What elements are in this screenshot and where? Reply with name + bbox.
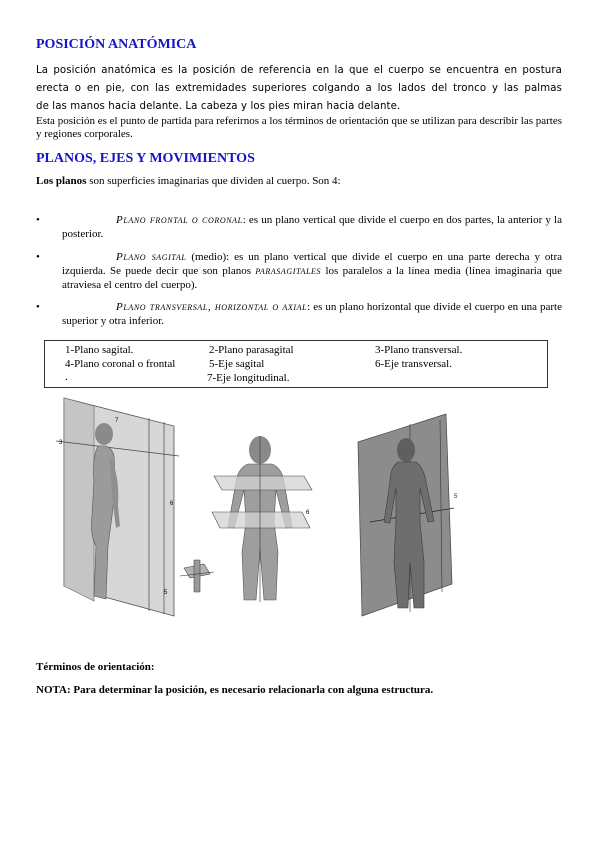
intro-line-3: de las manos hacia delante. La cabeza y los pies miran hacia delante.: [36, 101, 401, 112]
term-parasagitales: parasagitales: [255, 265, 322, 277]
bullet-dot: •: [36, 301, 40, 313]
legend-plano-coronal: 4-Plano coronal o frontal: [65, 358, 176, 370]
figure-label: 6: [306, 510, 310, 516]
figure-label: 5: [164, 590, 168, 596]
intro-line-2: erecta o en pie, con las extremidades superiores colgando a los lados del tronco y las palmas: [36, 83, 562, 94]
terminos-heading: Términos de orientación:: [36, 661, 155, 673]
figure-frontal-view: [208, 432, 318, 604]
bullet-item-sagital: [62, 250, 562, 292]
term-plano-sagital: Plano sagital: [116, 251, 187, 263]
figure-lateral-view: [54, 396, 184, 618]
term-plano-frontal: Plano frontal o coronal: [116, 214, 243, 226]
planos-rest: son superficies imaginarias que dividen al cuerpo. Son 4:: [86, 175, 341, 187]
figure-label: 3: [59, 440, 63, 446]
figure-label: 6: [170, 501, 174, 507]
legend-eje-longitudinal: 7-Eje longitudinal.: [207, 372, 290, 384]
term-plano-transversal: Plano transversal, horizontal o axial: [116, 301, 308, 313]
bullet-text-a: (medio): es un plano vertical que divide el cuerpo en una parte derecha y otra izquierda. Se puede decir que son planos: [62, 251, 562, 277]
legend-plano-parasagital: 2-Plano parasagital: [209, 344, 294, 356]
bullet-text-b: los paralelos a la línea media (línea imaginaria que atraviesa el centro del cuerpo).: [62, 265, 562, 291]
legend-plano-transversal: 3-Plano transversal.: [375, 344, 463, 356]
bullet-item-frontal: [62, 213, 562, 241]
bullet-text: : es un plano vertical que divide el cuerpo en dos partes, la anterior y la posterior.: [62, 214, 562, 240]
figure-label: 7: [115, 418, 119, 424]
legend-dot: .: [65, 371, 68, 383]
figure-oblique-view: [356, 412, 466, 618]
bullet-dot: •: [36, 214, 40, 226]
bullet-dot: •: [36, 251, 40, 263]
planos-bold: Los planos: [36, 175, 87, 187]
intro-line-1: La posición anatómica es la posición de referencia en la que el cuerpo se encuentra en postura: [36, 65, 562, 76]
planos-intro: [36, 175, 562, 188]
legend-plano-sagital: 1-Plano sagital.: [65, 344, 134, 356]
figure-label: 5: [454, 494, 458, 500]
legend-eje-sagital: 5-Eje sagital: [209, 358, 265, 370]
intro-paragraph-2: Esta posición es el punto de partida para referirnos a los términos de orientación que se utilizan para describir las partes y regiones corporales.: [36, 115, 562, 140]
legend-eje-transversal: 6-Eje transversal.: [375, 358, 452, 370]
nota-text: NOTA: Para determinar la posición, es necesario relacionarla con alguna estructura.: [36, 684, 434, 696]
bullet-item-transversal: [62, 300, 562, 328]
intro-paragraph: [36, 62, 562, 116]
bullet-text: : es un plano horizontal que divide el cuerpo en una parte superior y otra inferior.: [62, 301, 562, 327]
legend-box: [44, 340, 548, 388]
section-heading-planos: PLANOS, EJES Y MOVIMIENTOS: [36, 151, 255, 166]
page-heading-posicion: POSICIÓN ANATÓMICA: [36, 37, 197, 52]
